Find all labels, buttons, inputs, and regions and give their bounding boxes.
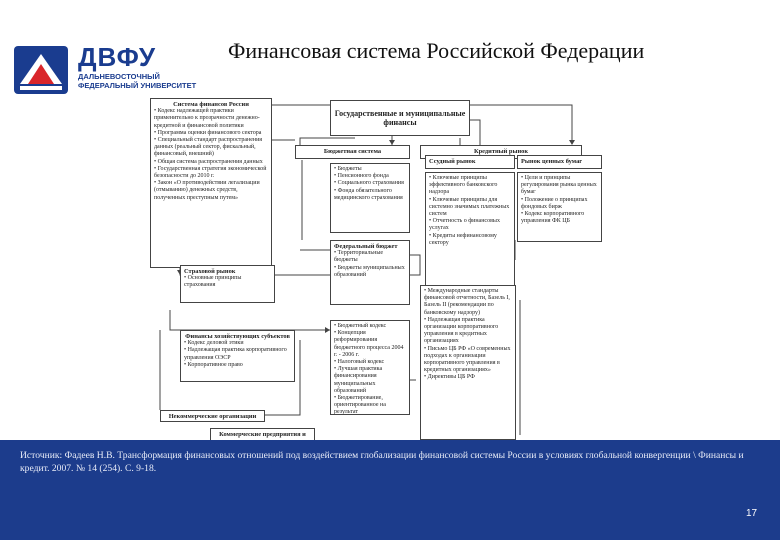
budgets-box [330, 163, 410, 233]
logo-subtitle: ДАЛЬНЕВОСТОЧНЫЙ ФЕДЕРАЛЬНЫЙ УНИВЕРСИТЕТ [78, 72, 197, 90]
key-principles-item: • Кредиты нефинансовому сектору [429, 233, 511, 247]
loan-market-title: Ссудный рынок [429, 158, 476, 165]
system-item: • Программа оценки финансового сектора [154, 130, 268, 137]
budget-code-item: • Бюджетирование, ориентированное на результат [334, 395, 406, 415]
page-title: Финансовая система Российской Федерации [228, 38, 645, 63]
federal-budget-box [330, 240, 410, 305]
insurance-box [180, 265, 275, 303]
budget-system-box [295, 145, 410, 159]
budget-code-box [330, 320, 410, 415]
securities-principles-item: • Кодекс корпоративного управления ФК ЦБ [521, 211, 598, 225]
international-standards-box [420, 285, 516, 440]
federal-budget-item: • Бюджеты муниципальных образований [334, 265, 406, 279]
international-item: • Международные стандарты финансовой отчетности, Базель I, Базель II (рекомендации по банковскому надзору) [424, 288, 512, 317]
securities-principles-item: • Положение о принципах фондовых бирж [521, 197, 598, 211]
source-citation: Источник: Фадеев Н.В. Трансформация финансовых отношений под воздействием глобализации финансовой системы России в условиях глобальной конвергенции \ Финансы и кредит. 2007. № 14 (254). С. 9-18. [20, 450, 744, 474]
international-item: • Надлежащая практика организации корпоративного управления в кредитных организациях [424, 317, 512, 346]
federal-budget-item: • Территориальные бюджеты [334, 250, 406, 264]
nonprofit-title: Некоммерческие организации [168, 413, 257, 420]
budget-code-item: • Налоговый кодекс [334, 359, 406, 366]
entities-item: • Корпоративное право [184, 362, 291, 369]
entities-item: • Кодекс деловой этики [184, 340, 291, 347]
credit-market-title: Кредитный рынок [473, 148, 529, 155]
system-title: Система финансов России [173, 101, 249, 108]
budget-code-item: • Концепция реформирования бюджетного процесса 2004 г. - 2006 г. [334, 330, 406, 359]
key-principles-item: • Ключевые принципы эффективного банковского надзора [429, 175, 511, 197]
key-principles-item: • Ключевые принципы для системно значимых платежных систем [429, 197, 511, 219]
entities-box [180, 330, 295, 382]
system-item: • Закон «О противодействии легализации (отмыванию) денежных средств, полученных преступным путем» [154, 180, 268, 202]
system-item: • Кодекс надлежащей практики применительно к прозрачности денежно-кредитной и финансовой политики [154, 108, 268, 130]
international-item: • Директивы ЦБ РФ [424, 374, 512, 381]
budget-system-title: Бюджетная система [323, 148, 382, 155]
budget-code-item: • Лучшая практика финансирования муниципальных образований [334, 366, 406, 395]
logo-name: ДВФУ [78, 42, 157, 72]
insurance-title: Страховой рынок [184, 268, 236, 275]
federal-budget-title: Федеральный бюджет [334, 243, 398, 250]
securities-principles-item: • Цели и принципы регулирования рынка ценных бумаг [521, 175, 598, 197]
nonprofit-box [160, 410, 265, 422]
commercial-title: Коммерческие предприятия и [219, 431, 306, 438]
entities-item: • Надлежащая практика корпоративного управления ОЭСР [184, 347, 291, 361]
budgets-item: • Фонда обязательного медицинского страхования [334, 188, 406, 202]
page-number: 17 [746, 508, 758, 519]
securities-market-title: Рынок ценных бумаг [521, 158, 583, 165]
budget-code-item: • Бюджетный кодекс [334, 323, 406, 330]
budgets-item: • Социального страхования [334, 180, 406, 187]
budgets-item: • Бюджеты [334, 166, 406, 173]
loan-market-box [425, 155, 515, 169]
international-item: • Письмо ЦБ РФ «О современных подходах к организации корпоративного управления в кредитных организациях» [424, 346, 512, 375]
system-box [150, 98, 272, 268]
key-principles-box [425, 172, 515, 297]
state-finance-title: Государственные и муниципальные финансы [334, 109, 466, 127]
state-finance-box [330, 100, 470, 136]
budgets-item: • Пенсионного фонда [334, 173, 406, 180]
system-item: • Государственная стратегия экономической безопасности до 2010 г. [154, 166, 268, 180]
insurance-item: • Основные принципы страхования [184, 275, 271, 289]
entities-title: Финансы хозяйствующих субъектов [185, 333, 290, 340]
securities-principles-box [517, 172, 602, 242]
securities-market-box [517, 155, 602, 169]
system-item: • Специальный стандарт распространения данных (реальный сектор, фискальный, финансовый, внешний) [154, 137, 268, 159]
key-principles-item: • Отчетность о финансовых услугах [429, 218, 511, 232]
system-item: • Общая система распространения данных [154, 159, 268, 166]
